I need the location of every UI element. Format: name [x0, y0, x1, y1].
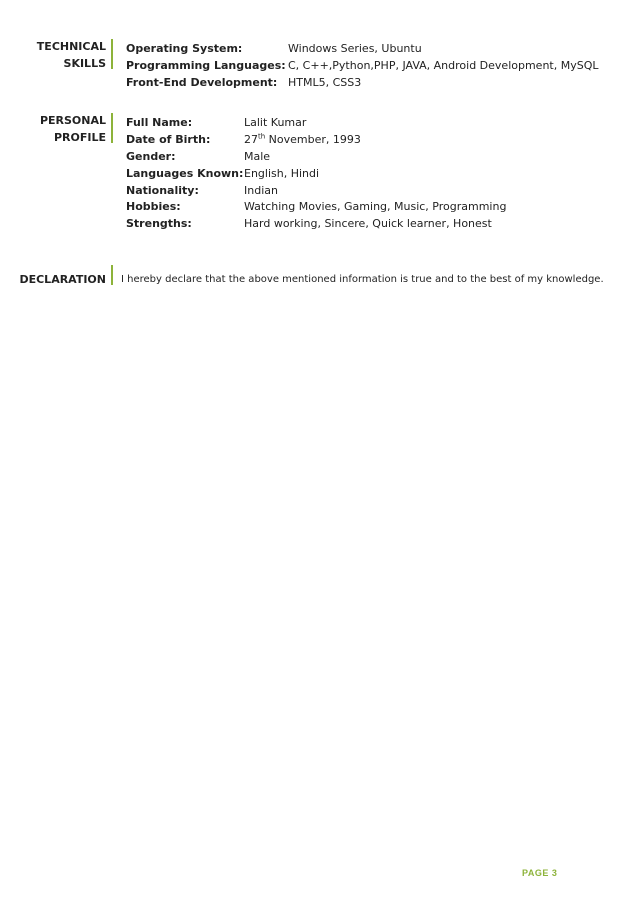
- field-value: Hard working, Sincere, Quick learner, Honest: [244, 217, 492, 230]
- personal-heading-line2: PROFILE: [53, 131, 106, 144]
- field-value: Watching Movies, Gaming, Music, Programming: [244, 200, 507, 213]
- field-label: Programming Languages:: [126, 59, 286, 72]
- declaration-text: I hereby declare that the above mentioned information is true and to the best of my knowledge.: [121, 274, 604, 285]
- personal-heading-line1: PERSONAL: [39, 114, 106, 127]
- field-value: C, C++,Python,PHP, JAVA, Android Development, MySQL: [288, 59, 599, 72]
- field-value: Lalit Kumar: [244, 116, 307, 129]
- field-label: Operating System:: [126, 42, 243, 55]
- personal-profile-heading: [0, 112, 106, 146]
- field-value: English, Hindi: [244, 167, 320, 180]
- field-label: Hobbies:: [126, 200, 181, 213]
- field-label: Front-End Development:: [126, 76, 278, 89]
- declaration-divider: [111, 265, 113, 285]
- dob-day-suffix: th: [258, 132, 266, 141]
- technical-divider: [111, 39, 113, 69]
- technical-heading-line1: TECHNICAL: [36, 40, 106, 53]
- field-value: Indian: [244, 184, 278, 197]
- personal-divider: [111, 113, 113, 143]
- declaration-heading: DECLARATION: [19, 273, 106, 286]
- technical-skills-heading: [0, 38, 106, 72]
- field-label: Languages Known:: [126, 167, 244, 180]
- dob-month-year: November, 1993: [265, 133, 361, 146]
- page-number: PAGE 3: [522, 868, 558, 878]
- field-label: Nationality:: [126, 184, 199, 197]
- field-label: Date of Birth:: [126, 133, 211, 146]
- field-value: Windows Series, Ubuntu: [288, 42, 422, 55]
- dob-day: 27: [244, 133, 258, 146]
- field-value: HTML5, CSS3: [288, 76, 362, 89]
- field-label: Gender:: [126, 150, 176, 163]
- technical-heading-line2: SKILLS: [63, 57, 106, 70]
- field-value: Male: [244, 150, 271, 163]
- field-label: Strengths:: [126, 217, 192, 230]
- field-label: Full Name:: [126, 116, 193, 129]
- field-value: [244, 131, 361, 148]
